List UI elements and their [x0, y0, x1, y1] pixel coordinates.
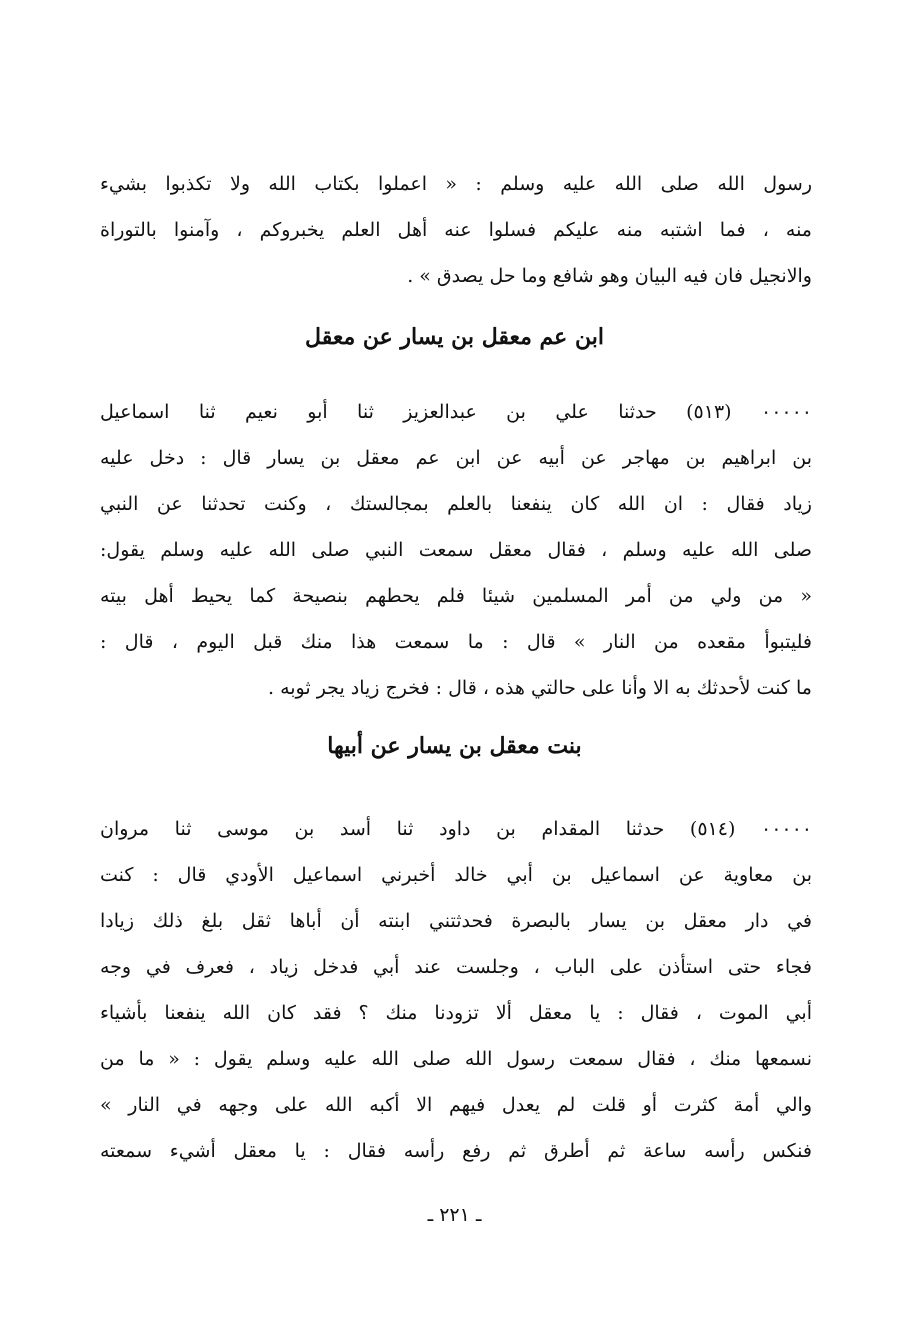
text-line: فليتبوأ مقعده من النار » قال : ما سمعت هذا منك قبل اليوم ، قال :: [100, 631, 812, 653]
text-line: بن معاوية عن اسماعيل بن أبي خالد أخبرني اسماعيل الأودي قال : كنت: [100, 864, 812, 886]
text-line: فجاء حتى استأذن على الباب ، وجلست عند أبي فدخل زياد ، فعرف في وجه: [100, 956, 812, 978]
page-number: ـ ٢٢١ ـ: [427, 1204, 482, 1226]
text-line: والي أمة كثرت أو قلت لم يعدل فيهم الا أكبه الله على وجهه في النار »: [100, 1094, 812, 1116]
text-line: ما كنت لأحدثك به الا وأنا على حالتي هذه ، قال : فخرج زياد يجر ثوبه .: [268, 677, 812, 699]
paragraph-hadith-513: [100, 389, 812, 711]
text-line: رسول الله صلى الله عليه وسلم : « اعملوا بكتاب الله ولا تكذبوا بشيء: [100, 173, 812, 195]
text-line: ٠٠٠٠٠ (٥١٣) حدثنا علي بن عبدالعزيز ثنا أبو نعيم ثنا اسماعيل: [100, 401, 812, 423]
text-line: « من ولي من أمر المسلمين شيئا فلم يحطهم بنصيحة كما يحيط أهل بيته: [100, 585, 812, 607]
text-line: في دار معقل بن يسار بالبصرة فحدثتني ابنته أن أباها ثقل بلغ ذلك زيادا: [100, 910, 812, 932]
text-line: منه ، فما اشتبه منه عليكم فسلوا عنه أهل العلم يخبروكم ، وآمنوا بالتوراة: [100, 219, 812, 241]
text-line: أبي الموت ، فقال : يا معقل ألا تزودنا منك ؟ فقد كان الله ينفعنا بأشياء: [100, 1002, 812, 1024]
section-heading: بنت معقل بن يسار عن أبيها: [327, 733, 582, 759]
text-line: زياد فقال : ان الله كان ينفعنا بالعلم بمجالستك ، وكنت تحدثنا عن النبي: [100, 493, 812, 515]
text-line: فنكس رأسه ساعة ثم أطرق ثم رفع رأسه فقال : يا معقل أشيء سمعته: [100, 1140, 812, 1162]
paragraph-hadith-514: [100, 806, 812, 1174]
section-heading: ابن عم معقل بن يسار عن معقل: [305, 324, 604, 350]
text-line: نسمعها منك ، فقال سمعت رسول الله صلى الله عليه وسلم يقول : « ما من: [100, 1048, 812, 1070]
text-line: صلى الله عليه وسلم ، فقال معقل سمعت النبي صلى الله عليه وسلم يقول:: [100, 539, 812, 561]
paragraph-continuation: [100, 161, 812, 299]
text-line: والانجيل فان فيه البيان وهو شافع وما حل يصدق » .: [407, 265, 812, 287]
text-line: بن ابراهيم بن مهاجر عن أبيه عن ابن عم معقل بن يسار قال : دخل عليه: [100, 447, 812, 469]
text-line: ٠٠٠٠٠ (٥١٤) حدثنا المقدام بن داود ثنا أسد بن موسى ثنا مروان: [100, 818, 812, 840]
